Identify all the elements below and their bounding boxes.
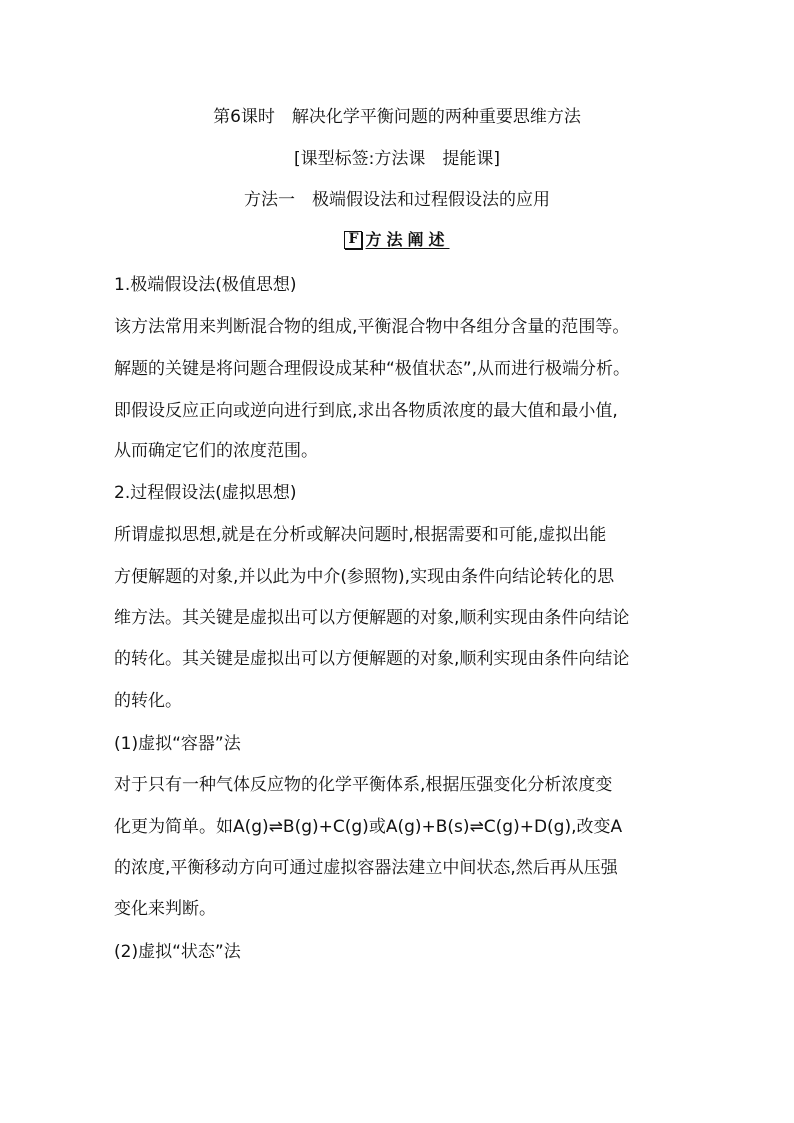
paragraph-line: 维方法。其关键是虚拟出可以方便解题的对象,顺利实现由条件向结论 — [114, 608, 630, 628]
paragraph-line: 变化来判断。 — [114, 899, 216, 919]
paragraph-line: 解题的关键是将问题合理假设成某种“极值状态”,从而进行极端分析。 — [114, 359, 631, 379]
lesson-title: 第6课时 解决化学平衡问题的两种重要思维方法 — [213, 107, 581, 127]
section-badge-icon: F — [344, 231, 362, 249]
section-heading-row — [0, 230, 794, 250]
method-title: 方法一 极端假设法和过程假设法的应用 — [244, 190, 550, 210]
paragraph-line: 的浓度,平衡移动方向可通过虚拟容器法建立中间状态,然后再从压强 — [114, 858, 618, 878]
paragraph-line: 的转化。其关键是虚拟出可以方便解题的对象,顺利实现由条件向结论 — [114, 649, 630, 669]
paragraph-line: 该方法常用来判断混合物的组成,平衡混合物中各组分含量的范围等。 — [114, 317, 630, 337]
paragraph-line: 即假设反应正向或逆向进行到底,求出各物质浓度的最大值和最小值, — [114, 401, 618, 421]
paragraph-line: 的转化。 — [114, 691, 182, 711]
paragraph-line: 化更为简单。如A(g)⇌B(g)+C(g)或A(g)+B(s)⇌C(g)+D(g),改变A — [114, 817, 623, 837]
subsection-title-3: (1)虚拟“容器”法 — [114, 734, 241, 754]
lesson-tags: [课型标签:方法课 提能课] — [294, 149, 500, 169]
subsection-title-4: (2)虚拟“状态”法 — [114, 942, 241, 962]
subsection-title-1: 1.极端假设法(极值思想) — [114, 275, 297, 295]
paragraph-line: 所谓虚拟思想,就是在分析或解决问题时,根据需要和可能,虚拟出能 — [114, 525, 607, 545]
paragraph-line: 对于只有一种气体反应物的化学平衡体系,根据压强变化分析浓度变 — [114, 775, 613, 795]
paragraph-line: 方便解题的对象,并以此为中介(参照物),实现由条件向结论转化的思 — [114, 567, 615, 587]
subsection-title-2: 2.过程假设法(虚拟思想) — [114, 483, 297, 503]
paragraph-line: 从而确定它们的浓度范围。 — [114, 441, 318, 461]
section-heading: 方法阐述 — [365, 230, 450, 249]
